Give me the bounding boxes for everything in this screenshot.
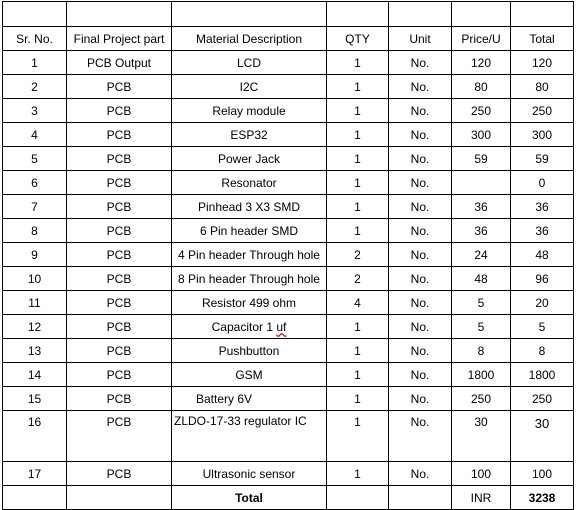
total-cell: 5 bbox=[511, 315, 574, 339]
unit-cell: No. bbox=[389, 171, 452, 195]
blank-cell bbox=[389, 2, 452, 27]
bill-of-materials-table bbox=[2, 1, 574, 510]
qty-cell: 2 bbox=[327, 267, 389, 291]
price-cell: 100 bbox=[452, 462, 511, 486]
total-cell: 1800 bbox=[511, 363, 574, 387]
total-cell: 100 bbox=[511, 462, 574, 486]
part-cell: PCB bbox=[67, 195, 172, 219]
qty-cell: 1 bbox=[327, 99, 389, 123]
price-cell: 48 bbox=[452, 267, 511, 291]
table-row bbox=[3, 243, 574, 267]
total-label: Total bbox=[172, 486, 327, 510]
unit-cell: No. bbox=[389, 387, 452, 411]
price-cell: 36 bbox=[452, 219, 511, 243]
qty-cell: 1 bbox=[327, 123, 389, 147]
table-row bbox=[3, 387, 574, 411]
header-cell-unit: Unit bbox=[389, 27, 452, 51]
blank-cell bbox=[172, 2, 327, 27]
price-cell: 120 bbox=[452, 51, 511, 75]
unit-cell: No. bbox=[389, 99, 452, 123]
table-row bbox=[3, 315, 574, 339]
blank-row bbox=[3, 2, 574, 27]
sr-no-cell: 15 bbox=[3, 387, 67, 411]
table-row bbox=[3, 75, 574, 99]
qty-cell: 1 bbox=[327, 462, 389, 486]
unit-cell: No. bbox=[389, 147, 452, 171]
qty-cell: 1 bbox=[327, 387, 389, 411]
sr-no-cell: 11 bbox=[3, 291, 67, 315]
qty-cell: 1 bbox=[327, 219, 389, 243]
description-cell: Power Jack bbox=[172, 147, 327, 171]
header-cell-total: Total bbox=[511, 27, 574, 51]
sr-no-cell: 13 bbox=[3, 339, 67, 363]
sr-no-cell: 2 bbox=[3, 75, 67, 99]
unit-cell: No. bbox=[389, 462, 452, 486]
price-cell: 250 bbox=[452, 387, 511, 411]
qty-cell: 1 bbox=[327, 147, 389, 171]
part-cell: PCB Output bbox=[67, 51, 172, 75]
price-cell bbox=[452, 171, 511, 195]
part-cell: PCB bbox=[67, 267, 172, 291]
part-cell: PCB bbox=[67, 339, 172, 363]
grand-total-row bbox=[3, 486, 574, 510]
table-row bbox=[3, 411, 574, 462]
unit-cell: No. bbox=[389, 51, 452, 75]
header-cell-sr-no: Sr. No. bbox=[3, 27, 67, 51]
table-row bbox=[3, 291, 574, 315]
price-cell: 36 bbox=[452, 195, 511, 219]
description-cell: I2C bbox=[172, 75, 327, 99]
part-cell: PCB bbox=[67, 462, 172, 486]
part-cell: PCB bbox=[67, 411, 172, 462]
spellcheck-marked-text: uf bbox=[276, 319, 287, 334]
total-cell: 300 bbox=[511, 123, 574, 147]
header-row bbox=[3, 27, 574, 51]
header-cell-material-description: Material Description bbox=[172, 27, 327, 51]
sr-no-cell: 14 bbox=[3, 363, 67, 387]
qty-cell: 1 bbox=[327, 411, 389, 462]
sr-no-cell: 7 bbox=[3, 195, 67, 219]
price-cell: 250 bbox=[452, 99, 511, 123]
description-cell: LCD bbox=[172, 51, 327, 75]
table-row bbox=[3, 51, 574, 75]
header-cell-qty: QTY bbox=[327, 27, 389, 51]
description-cell bbox=[172, 315, 327, 339]
table-row bbox=[3, 363, 574, 387]
total-cell: 96 bbox=[511, 267, 574, 291]
total-cell: 0 bbox=[511, 171, 574, 195]
blank-cell bbox=[511, 2, 574, 27]
total-cell: 80 bbox=[511, 75, 574, 99]
sr-no-cell: 9 bbox=[3, 243, 67, 267]
table-row bbox=[3, 267, 574, 291]
unit-cell: No. bbox=[389, 267, 452, 291]
blank-cell bbox=[3, 2, 67, 27]
sr-no-cell: 6 bbox=[3, 171, 67, 195]
unit-cell: No. bbox=[389, 243, 452, 267]
blank-cell bbox=[452, 2, 511, 27]
sr-no-cell: 8 bbox=[3, 219, 67, 243]
description-cell: 6 Pin header SMD bbox=[172, 219, 327, 243]
description-cell: Battery 6V bbox=[172, 387, 327, 411]
description-text: Capacitor 1 bbox=[211, 319, 277, 334]
total-cell: 30 bbox=[511, 411, 574, 462]
part-cell: PCB bbox=[67, 219, 172, 243]
unit-cell: No. bbox=[389, 75, 452, 99]
unit-cell: No. bbox=[389, 315, 452, 339]
sr-no-cell: 5 bbox=[3, 147, 67, 171]
qty-cell: 1 bbox=[327, 315, 389, 339]
unit-cell: No. bbox=[389, 195, 452, 219]
total-cell: 8 bbox=[511, 339, 574, 363]
total-cell: 250 bbox=[511, 387, 574, 411]
grand-total-value: 3238 bbox=[511, 486, 574, 510]
header-cell-final-project-part: Final Project part bbox=[67, 27, 172, 51]
total-cell: 36 bbox=[511, 195, 574, 219]
description-cell: Pinhead 3 X3 SMD bbox=[172, 195, 327, 219]
part-cell: PCB bbox=[67, 99, 172, 123]
description-cell: Ultrasonic sensor bbox=[172, 462, 327, 486]
table-row bbox=[3, 123, 574, 147]
sr-no-cell: 17 bbox=[3, 462, 67, 486]
price-cell: 5 bbox=[452, 315, 511, 339]
unit-cell: No. bbox=[389, 219, 452, 243]
part-cell: PCB bbox=[67, 363, 172, 387]
qty-cell: 1 bbox=[327, 75, 389, 99]
sr-no-cell: 3 bbox=[3, 99, 67, 123]
qty-cell: 2 bbox=[327, 243, 389, 267]
blank-cell bbox=[67, 486, 172, 510]
qty-cell: 1 bbox=[327, 171, 389, 195]
qty-cell: 1 bbox=[327, 363, 389, 387]
part-cell: PCB bbox=[67, 75, 172, 99]
table-row bbox=[3, 171, 574, 195]
blank-cell bbox=[67, 2, 172, 27]
unit-cell: No. bbox=[389, 339, 452, 363]
sr-no-cell: 12 bbox=[3, 315, 67, 339]
sr-no-cell: 4 bbox=[3, 123, 67, 147]
price-cell: 80 bbox=[452, 75, 511, 99]
currency-label: INR bbox=[452, 486, 511, 510]
price-cell: 30 bbox=[452, 411, 511, 462]
price-cell: 59 bbox=[452, 147, 511, 171]
price-cell: 5 bbox=[452, 291, 511, 315]
total-cell: 120 bbox=[511, 51, 574, 75]
description-cell: 4 Pin header Through hole bbox=[172, 243, 327, 267]
table-row bbox=[3, 147, 574, 171]
description-cell: ESP32 bbox=[172, 123, 327, 147]
part-cell: PCB bbox=[67, 147, 172, 171]
description-cell: Relay module bbox=[172, 99, 327, 123]
table-row bbox=[3, 339, 574, 363]
unit-cell: No. bbox=[389, 123, 452, 147]
qty-cell: 4 bbox=[327, 291, 389, 315]
table-row bbox=[3, 219, 574, 243]
unit-cell: No. bbox=[389, 363, 452, 387]
qty-cell: 1 bbox=[327, 195, 389, 219]
table-row bbox=[3, 195, 574, 219]
total-cell: 250 bbox=[511, 99, 574, 123]
blank-cell bbox=[3, 486, 67, 510]
sr-no-cell: 16 bbox=[3, 411, 67, 462]
table-row bbox=[3, 462, 574, 486]
part-cell: PCB bbox=[67, 315, 172, 339]
total-cell: 59 bbox=[511, 147, 574, 171]
total-cell: 48 bbox=[511, 243, 574, 267]
qty-cell: 1 bbox=[327, 51, 389, 75]
sr-no-cell: 10 bbox=[3, 267, 67, 291]
part-cell: PCB bbox=[67, 123, 172, 147]
description-cell: Resonator bbox=[172, 171, 327, 195]
description-cell: GSM bbox=[172, 363, 327, 387]
qty-cell: 1 bbox=[327, 339, 389, 363]
blank-cell bbox=[327, 2, 389, 27]
header-cell-price-per-unit: Price/U bbox=[452, 27, 511, 51]
description-cell: ZLDO-17-33 regulator IC bbox=[172, 411, 327, 462]
table-row bbox=[3, 99, 574, 123]
description-cell: Pushbutton bbox=[172, 339, 327, 363]
blank-cell bbox=[327, 486, 389, 510]
total-cell: 36 bbox=[511, 219, 574, 243]
price-cell: 1800 bbox=[452, 363, 511, 387]
description-cell: Resistor 499 ohm bbox=[172, 291, 327, 315]
part-cell: PCB bbox=[67, 171, 172, 195]
part-cell: PCB bbox=[67, 243, 172, 267]
unit-cell: No. bbox=[389, 291, 452, 315]
part-cell: PCB bbox=[67, 387, 172, 411]
price-cell: 24 bbox=[452, 243, 511, 267]
part-cell: PCB bbox=[67, 291, 172, 315]
blank-cell bbox=[389, 486, 452, 510]
price-cell: 8 bbox=[452, 339, 511, 363]
unit-cell: No. bbox=[389, 411, 452, 462]
total-cell: 20 bbox=[511, 291, 574, 315]
description-cell: 8 Pin header Through hole bbox=[172, 267, 327, 291]
price-cell: 300 bbox=[452, 123, 511, 147]
sr-no-cell: 1 bbox=[3, 51, 67, 75]
